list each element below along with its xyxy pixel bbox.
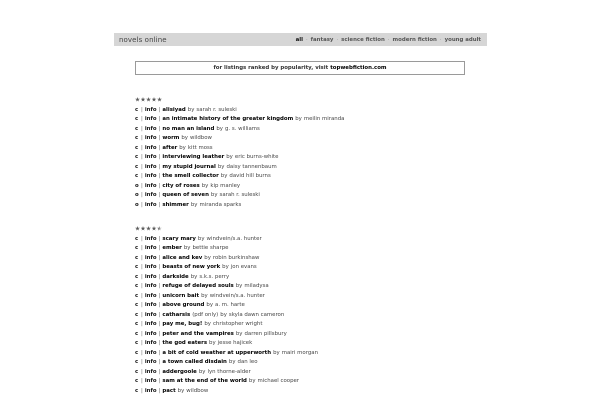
novel-title-link[interactable]: a town called disdain [162,359,227,365]
by-label: by [187,106,195,113]
separator: | [158,387,161,394]
separator: | [141,359,143,365]
completion-status: o [135,192,139,198]
separator: | [158,106,161,113]
by-label: by [217,163,225,170]
novel-title-link[interactable]: catharsis [162,311,191,318]
novel-row [135,106,465,116]
by-label: by [235,283,243,289]
star-icon [141,97,146,102]
info-link[interactable]: info [144,154,157,160]
completion-status: c [135,302,139,308]
separator: | [158,302,161,308]
novel-author: kip manley [210,182,241,189]
separator: | [158,245,161,251]
completion-status: c [135,340,139,346]
separator: | [158,192,161,198]
separator: | [158,283,161,289]
star-icon [146,97,151,102]
separator: | [141,321,143,327]
novel-list [135,106,465,211]
novel-title-link[interactable]: interviewing leather [162,154,225,160]
novel-title-link[interactable]: queen of seven [162,192,209,198]
popularity-notice [135,61,465,75]
separator: | [158,254,161,261]
separator: | [141,378,143,384]
by-label: by [198,368,206,375]
novel-title-link[interactable]: unicorn bait [162,292,200,299]
nav-separator: · [439,36,442,43]
completion-status: c [135,330,139,337]
novel-author: windvein/s.a. hunter [206,235,262,242]
separator: | [141,235,143,242]
rating-stars [135,96,465,103]
separator: | [141,387,143,394]
novel-title-link[interactable]: my stupid journal [162,163,216,170]
novel-title-link[interactable]: city of roses [162,182,200,189]
separator: | [141,349,143,356]
novel-row [135,153,465,163]
info-link[interactable]: info [144,245,157,251]
nav-all[interactable]: all [295,36,303,43]
star-icon [152,97,157,102]
by-label: by [177,387,185,394]
separator: | [158,144,161,151]
info-link[interactable]: info [144,135,157,141]
info-link[interactable]: info [144,340,157,346]
info-link[interactable]: info [144,173,157,179]
info-link[interactable]: info [144,116,157,122]
separator: | [141,182,143,189]
separator: | [141,245,143,251]
novel-author: mairi morgan [281,349,318,356]
separator: | [141,340,143,346]
separator: | [158,125,161,132]
star-icon [135,97,140,102]
info-link[interactable]: info [144,273,157,280]
separator: | [141,192,143,198]
star-icon [157,97,162,102]
novel-author: miladysa [244,283,269,289]
info-link[interactable]: info [144,235,157,242]
nav-separator: · [305,36,308,43]
novel-author: dan leo [237,359,258,365]
novel-author: wildbow [189,135,212,141]
completion-status: c [135,378,139,384]
separator: | [158,359,161,365]
novel-author: miranda sparks [199,201,242,208]
separator: | [141,201,143,208]
by-label: by [248,378,256,384]
info-link[interactable]: info [144,192,157,198]
completion-status: c [135,368,139,375]
novel-row [135,273,465,283]
novel-title-link[interactable]: an intimate history of the greater kingdom [162,116,294,122]
separator: | [158,311,161,318]
novel-author: sarah r. suleski [219,192,260,198]
four-half-star-section [135,225,465,396]
separator: | [141,116,143,122]
novel-title-link[interactable]: shimmer [162,201,189,208]
info-link[interactable]: info [144,283,157,289]
novel-author: lyn thorne-alder [207,368,251,375]
completion-status: c [135,235,139,242]
completion-status: c [135,359,139,365]
novel-title-link[interactable]: no man an island [162,125,215,132]
info-link[interactable]: info [144,106,157,113]
novel-row [135,377,465,387]
half-star-icon [157,226,162,231]
by-label: by [222,264,229,270]
info-link[interactable]: info [144,182,157,189]
by-label: by [226,154,233,160]
novel-row [135,282,465,292]
by-label: by [273,349,280,356]
novel-row [135,201,465,211]
novel-title-link[interactable]: beasts of new york [162,264,221,270]
star-icon [152,226,157,231]
completion-status: c [135,245,139,251]
separator: | [158,349,161,356]
novel-title-link[interactable]: scary mary [162,235,196,242]
separator: | [141,302,143,308]
completion-status: c [135,173,139,179]
novel-author: windvein/s.a. hunter [209,292,265,299]
novel-author: wildbow [186,387,209,394]
novel-title-link[interactable]: sam at the end of the world [162,378,247,384]
separator: | [158,163,161,170]
info-link[interactable]: info [144,292,157,299]
novel-author: bettie sharpe [192,245,229,251]
completion-status: c [135,254,139,261]
info-link[interactable]: info [144,163,157,170]
completion-status: c [135,387,139,394]
completion-status: c [135,321,139,327]
novel-note: (pdf only) [192,311,219,318]
separator: | [141,135,143,141]
nav-modern-fiction[interactable]: modern fiction [392,36,437,43]
by-label: by [201,182,209,189]
nav-science-fiction[interactable]: science fiction [341,36,385,43]
novel-title-link[interactable]: pact [162,387,176,394]
novel-row [135,172,465,182]
completion-status: c [135,163,139,170]
novel-row [135,235,465,245]
novel-row [135,292,465,302]
novel-title-link[interactable]: pay me, bug! [162,321,203,327]
novel-row [135,301,465,311]
novel-author: david hill burns [229,173,271,179]
completion-status: c [135,135,139,141]
separator: | [158,201,161,208]
separator: | [158,182,161,189]
novel-row [135,115,465,125]
by-label: by [190,273,198,280]
completion-status: o [135,201,139,208]
nav-fantasy[interactable]: fantasy [310,36,334,43]
separator: | [158,154,161,160]
info-link[interactable]: info [144,378,157,384]
by-label: by [183,245,191,251]
completion-status: c [135,292,139,299]
completion-status: c [135,125,139,132]
novel-row [135,349,465,359]
separator: | [158,173,161,179]
completion-status: c [135,349,139,356]
completion-status: c [135,106,139,113]
novel-title-link[interactable]: after [162,144,178,151]
top-bar [114,33,487,46]
completion-status: c [135,144,139,151]
novel-title-link[interactable]: alice and kev [162,254,203,261]
info-link[interactable]: info [144,264,157,270]
info-link[interactable]: info [144,302,157,308]
novel-author: christopher wright [212,321,263,327]
separator: | [158,116,161,122]
info-link[interactable]: info [144,125,157,132]
separator: | [158,378,161,384]
separator: | [158,321,161,327]
separator: | [158,340,161,346]
novel-row [135,163,465,173]
by-label: by [181,135,188,141]
novel-author: jesse hajicek [217,340,253,346]
novel-row [135,263,465,273]
separator: | [158,330,161,337]
info-link[interactable]: info [144,144,157,151]
separator: | [141,154,143,160]
separator: | [141,163,143,170]
novel-row [135,191,465,201]
info-link[interactable]: info [144,387,157,394]
novel-row [135,339,465,349]
novel-author: skyla dawn cameron [228,311,285,318]
novel-title-link[interactable]: the smell collector [162,173,219,179]
info-link[interactable]: info [144,254,157,261]
completion-status: c [135,283,139,289]
completion-status: c [135,311,139,318]
novel-author: kitt moss [187,144,213,151]
by-label: by [206,302,214,308]
nav-separator: · [387,36,390,43]
novel-author: meilin miranda [303,116,345,122]
by-label: by [216,125,223,132]
nav-separator: · [336,36,339,43]
novel-author: jon evans [230,264,257,270]
separator: | [158,292,161,299]
by-label: by [201,292,208,299]
separator: | [158,235,161,242]
novel-title-link[interactable]: worm [162,135,180,141]
novel-row [135,125,465,135]
separator: | [158,264,161,270]
separator: | [158,273,161,280]
by-label: by [220,311,227,318]
info-link[interactable]: info [144,349,157,356]
nav-young-adult[interactable]: young adult [444,36,481,43]
separator: | [141,173,143,179]
novel-row [135,320,465,330]
novel-author: eric burns-white [234,154,279,160]
info-link[interactable]: info [144,368,157,375]
novel-row [135,182,465,192]
novel-author: darren pillsbury [244,330,287,337]
completion-status: c [135,273,139,280]
by-label: by [228,359,236,365]
by-label: by [204,254,211,261]
novel-row [135,368,465,378]
separator: | [141,125,143,132]
separator: | [158,135,161,141]
separator: | [141,283,143,289]
genre-nav [296,37,481,43]
info-link[interactable]: info [144,311,157,318]
by-label: by [220,173,228,179]
star-icon [141,226,146,231]
novel-author: michael cooper [257,378,300,384]
five-star-section [135,96,465,210]
topwebfiction-link[interactable]: topwebfiction.com [330,65,387,71]
novel-title-link[interactable]: ember [162,245,182,251]
separator: | [158,368,161,375]
separator: | [141,144,143,151]
by-label: by [179,144,186,151]
novel-row [135,244,465,254]
info-link[interactable]: info [144,321,157,327]
novel-author: daisy tannenbaum [226,163,277,170]
separator: | [141,292,143,299]
separator: | [141,106,143,113]
novel-row [135,144,465,154]
novel-title-link[interactable]: peter and the vampires [162,330,234,337]
novel-title-link[interactable]: above ground [162,302,205,308]
by-label: by [295,116,302,122]
info-link[interactable]: info [144,359,157,365]
novel-title-link[interactable]: addergoole [162,368,197,375]
separator: | [141,254,143,261]
novel-author: robin burkinshaw [212,254,260,261]
novel-title-link[interactable]: the god eaters [162,340,208,346]
info-link[interactable]: info [144,201,157,208]
star-icon [146,226,151,231]
completion-status: o [135,182,139,189]
site-title[interactable]: novels online [119,35,167,44]
novel-title-link[interactable]: a bit of cold weather at upperworth [162,349,272,356]
by-label: by [204,321,211,327]
by-label: by [210,192,218,198]
novel-row [135,254,465,264]
novel-title-link[interactable]: darkside [162,273,189,280]
novel-author: sarah r. suleski [196,106,237,113]
novel-author: s.k.s. perry [199,273,230,280]
by-label: by [190,201,198,208]
novel-list [135,235,465,397]
novel-author: a. m. harte [215,302,245,308]
info-link[interactable]: info [144,330,157,337]
by-label: by [209,340,216,346]
novel-title-link[interactable]: refuge of delayed souls [162,283,234,289]
novel-row [135,311,465,321]
separator: | [141,330,143,337]
novel-row [135,358,465,368]
by-label: by [235,330,243,337]
by-label: by [197,235,205,242]
star-icon [135,226,140,231]
completion-status: c [135,264,139,270]
separator: | [141,311,143,318]
novel-row [135,330,465,340]
novel-row [135,134,465,144]
separator: | [141,273,143,280]
separator: | [141,368,143,375]
novel-title-link[interactable]: alisiyad [162,106,186,113]
completion-status: c [135,154,139,160]
completion-status: c [135,116,139,122]
separator: | [141,264,143,270]
novel-author: g. s. williams [225,125,260,132]
novel-row [135,387,465,397]
notice-text: for listings ranked by popularity, visit [213,65,329,71]
rating-stars [135,225,465,232]
